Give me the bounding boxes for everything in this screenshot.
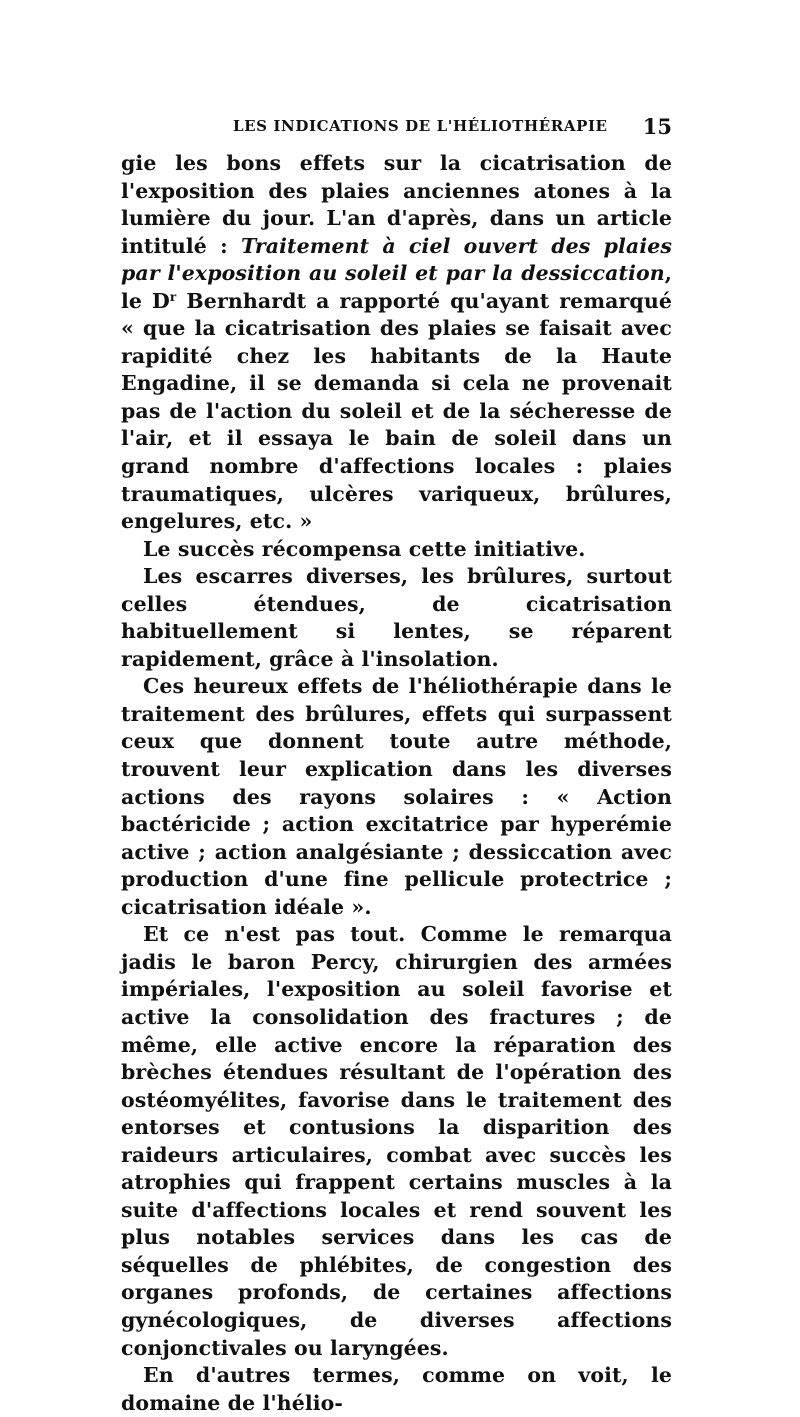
body-text <box>121 150 672 1417</box>
paragraph: Les escarres diverses, les brûlures, surtout celles étendues, de cicatrisation habituellement si lentes, se réparent rapidement, grâce à l'insolation. <box>121 564 672 671</box>
paragraph: En d'autres termes, comme on voit, le domaine de l'hélio- <box>121 1363 672 1415</box>
paragraph: Ces heureux effets de l'héliothérapie dans le traitement des brûlures, effets qui surpassent ceux que donnent toute autre méthode, trouvent leur explication dans les diverses actions des rayons solaires : « Action bactéricide ; action excitatrice par hyperémie active ; action analgésiante ; dessiccation avec production d'une fine pellicule protectrice ; cicatrisation idéale ». <box>121 674 672 919</box>
running-head-title: LES INDICATIONS DE L'HÉLIOTHÉRAPIE <box>233 117 608 135</box>
paragraph-text: Bernhardt a rapporté qu'ayant remarqué « que la cicatrisation des plaies se faisait avec rapidité chez les habitants de la Haute Engadine, il se demanda si cela ne provenait pas de l'action du soleil et de la sécheresse de l'air, et il essaya le bain de soleil dans un grand nombre d'affections locales : plaies traumatiques, ulcères variqueux, brûlures, engelures, etc. » <box>121 288 672 534</box>
superscript: r <box>169 289 177 304</box>
paragraph-text: , le D <box>121 261 672 313</box>
paragraph-continuation <box>121 150 672 536</box>
page-number: 15 <box>642 114 672 139</box>
paragraph-text: gie les bons effets sur la cicatrisation de l'exposition des plaies anciennes atones à la lumière du jour. L'an d'après, dans un article intitulé : <box>121 151 672 258</box>
paragraph: Le succès récompensa cette initiative. <box>143 536 586 561</box>
article-title: Traitement à ciel ouvert des plaies par l'exposition au soleil et par la dessiccation <box>121 233 672 286</box>
paragraph: Et ce n'est pas tout. Comme le remarqua jadis le baron Percy, chirurgien des armées impériales, l'exposition au soleil favorise et active la consolidation des fractures ; de même, elle active encore la réparation des brèches étendues résultant de l'opération des ostéomyélites, favorise dans le traitement des entorses et contusions la disparition des raideurs articulaires, combat avec succès les atrophies qui frappent certains muscles à la suite d'affections locales et rend souvent les plus notables services dans les cas de séquelles de phlébites, de congestion des organes profonds, de certaines affections gynécologiques, de diverses affections conjonctivales ou laryngées. <box>121 922 672 1360</box>
running-head <box>121 114 672 141</box>
